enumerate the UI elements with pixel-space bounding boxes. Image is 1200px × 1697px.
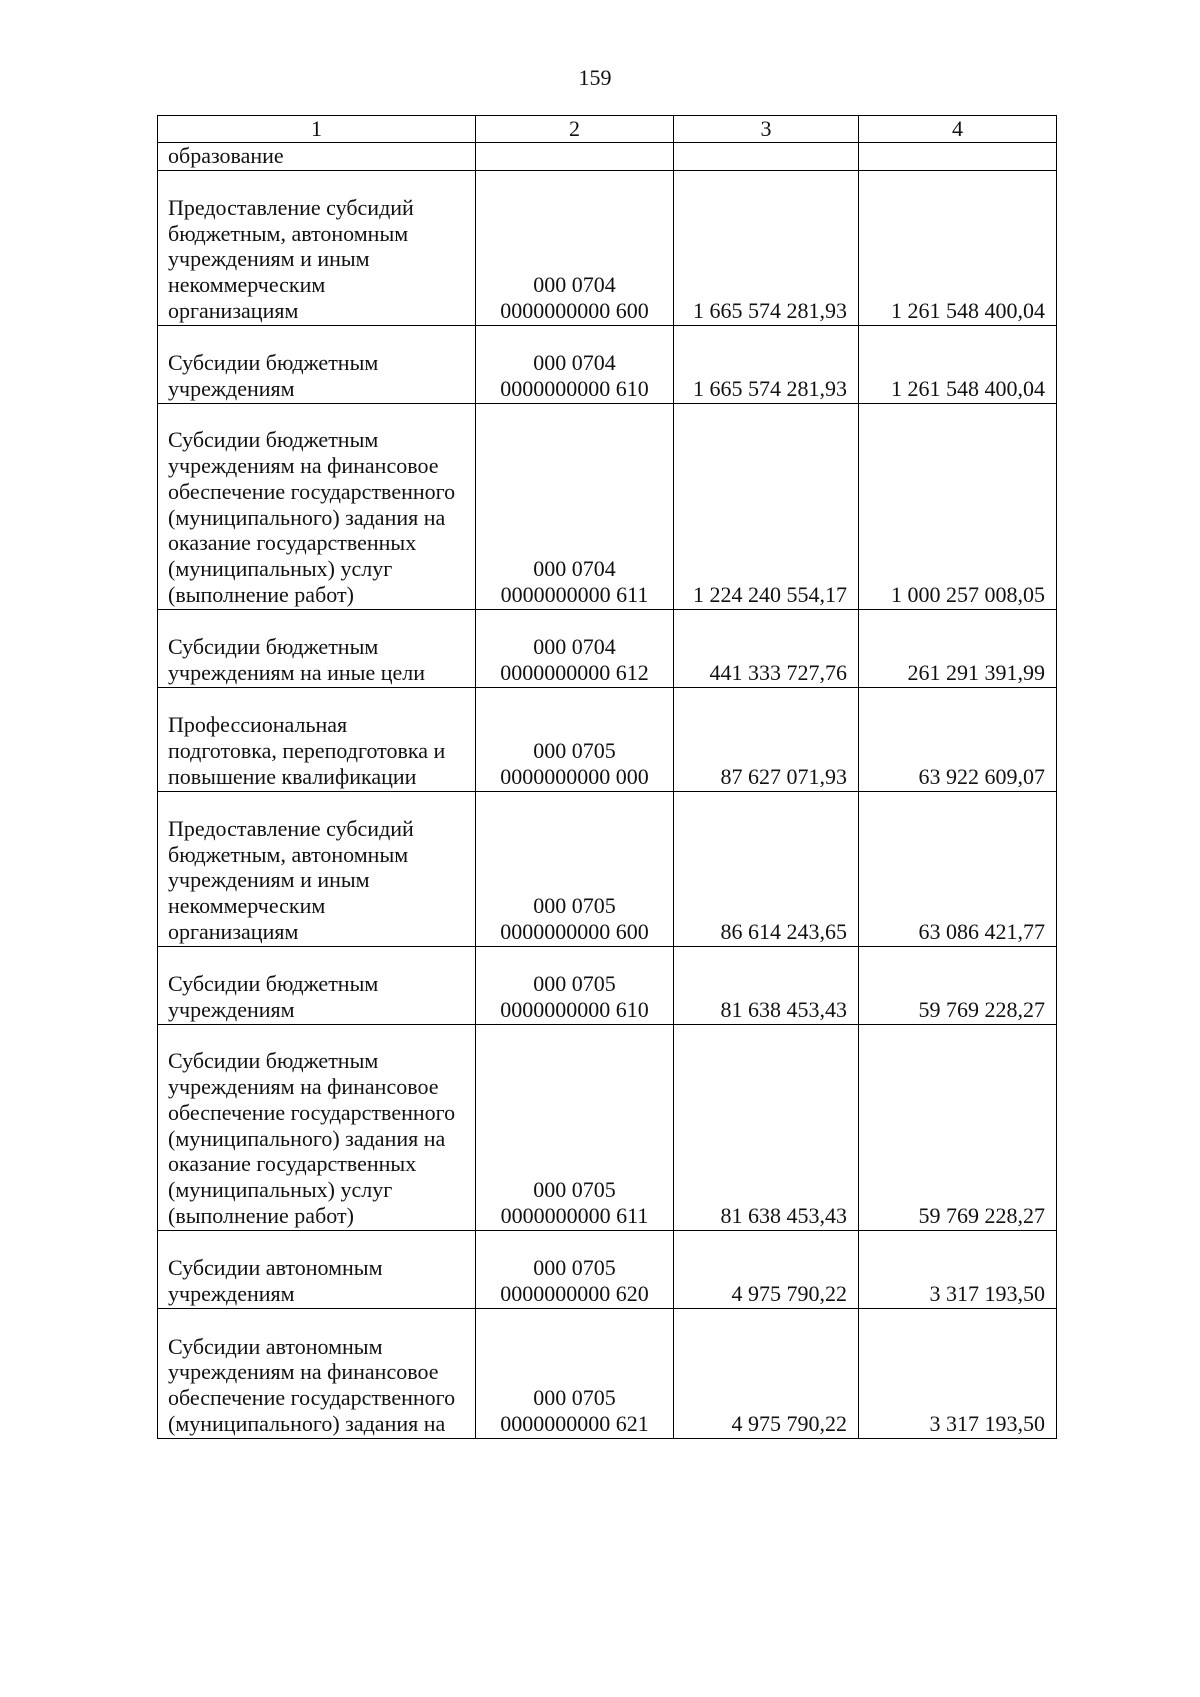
amount-column-4: 261 291 391,99 — [859, 609, 1057, 687]
amount-column-4: 1 261 548 400,04 — [859, 325, 1057, 403]
amount-column-4 — [859, 143, 1057, 171]
table-row — [158, 1024, 1057, 1230]
budget-table — [157, 115, 1057, 1439]
table-row — [158, 946, 1057, 1024]
amount-column-3: 87 627 071,93 — [674, 687, 859, 791]
table-row — [158, 1308, 1057, 1438]
table-row — [158, 143, 1057, 171]
table-row — [158, 170, 1057, 325]
budget-code: 000 0705 0000000000 620 — [476, 1230, 674, 1308]
budget-code: 000 0704 0000000000 610 — [476, 325, 674, 403]
column-header-3: 3 — [674, 116, 859, 143]
amount-column-3: 86 614 243,65 — [674, 791, 859, 946]
amount-column-3: 4 975 790,22 — [674, 1230, 859, 1308]
amount-column-4: 1 261 548 400,04 — [859, 170, 1057, 325]
amount-column-3: 81 638 453,43 — [674, 1024, 859, 1230]
table-row — [158, 791, 1057, 946]
row-label: Субсидии автономным учреждениям — [158, 1230, 476, 1308]
row-label: Субсидии бюджетным учреждениям на финансовое обеспечение государственного (муниципального) задания на оказание государственных (муниципальных) услуг (выполнение работ) — [158, 403, 476, 609]
column-header-2: 2 — [476, 116, 674, 143]
budget-code: 000 0705 0000000000 000 — [476, 687, 674, 791]
amount-column-3: 81 638 453,43 — [674, 946, 859, 1024]
row-label: Субсидии бюджетным учреждениям — [158, 325, 476, 403]
amount-column-3: 1 665 574 281,93 — [674, 325, 859, 403]
table-row — [158, 1230, 1057, 1308]
row-label: Субсидии бюджетным учреждениям на иные цели — [158, 609, 476, 687]
table-header-row — [158, 116, 1057, 143]
table-row — [158, 687, 1057, 791]
amount-column-3: 1 665 574 281,93 — [674, 170, 859, 325]
amount-column-3: 441 333 727,76 — [674, 609, 859, 687]
budget-code — [476, 143, 674, 171]
row-label: Предоставление субсидий бюджетным, автономным учреждениям и иным некоммерческим организациям — [158, 170, 476, 325]
row-label: Профессиональная подготовка, переподготовка и повышение квалификации — [158, 687, 476, 791]
amount-column-4: 59 769 228,27 — [859, 1024, 1057, 1230]
amount-column-3: 4 975 790,22 — [674, 1308, 859, 1438]
row-label: образование — [158, 143, 476, 171]
amount-column-4: 63 922 609,07 — [859, 687, 1057, 791]
amount-column-4: 3 317 193,50 — [859, 1308, 1057, 1438]
amount-column-3: 1 224 240 554,17 — [674, 403, 859, 609]
row-label: Субсидии бюджетным учреждениям — [158, 946, 476, 1024]
budget-code: 000 0705 0000000000 611 — [476, 1024, 674, 1230]
amount-column-4: 3 317 193,50 — [859, 1230, 1057, 1308]
budget-code: 000 0704 0000000000 611 — [476, 403, 674, 609]
budget-code: 000 0705 0000000000 610 — [476, 946, 674, 1024]
page-number: 159 — [578, 65, 612, 90]
row-label: Предоставление субсидий бюджетным, автономным учреждениям и иным некоммерческим организациям — [158, 791, 476, 946]
amount-column-4: 59 769 228,27 — [859, 946, 1057, 1024]
row-label: Субсидии бюджетным учреждениям на финансовое обеспечение государственного (муниципального) задания на оказание государственных (муниципальных) услуг (выполнение работ) — [158, 1024, 476, 1230]
budget-code: 000 0704 0000000000 600 — [476, 170, 674, 325]
amount-column-4: 63 086 421,77 — [859, 791, 1057, 946]
budget-code: 000 0705 0000000000 600 — [476, 791, 674, 946]
table-row — [158, 403, 1057, 609]
table-row — [158, 325, 1057, 403]
row-label: Субсидии автономным учреждениям на финансовое обеспечение государственного (муниципального) задания на — [158, 1308, 476, 1438]
column-header-1: 1 — [158, 116, 476, 143]
amount-column-3 — [674, 143, 859, 171]
budget-code: 000 0705 0000000000 621 — [476, 1308, 674, 1438]
amount-column-4: 1 000 257 008,05 — [859, 403, 1057, 609]
column-header-4: 4 — [859, 116, 1057, 143]
budget-code: 000 0704 0000000000 612 — [476, 609, 674, 687]
table-row — [158, 609, 1057, 687]
